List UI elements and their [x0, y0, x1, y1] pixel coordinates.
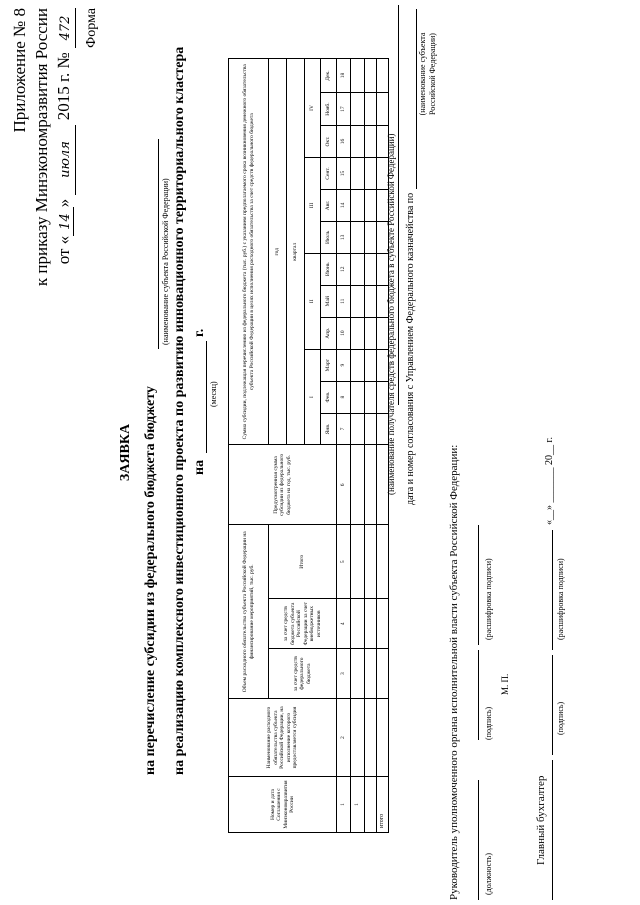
month-nov: Нояб. — [321, 93, 337, 126]
header-total: Итого — [269, 525, 337, 599]
form-label: Форма — [84, 8, 99, 48]
appendix-date-line: от «14» июля 2015 г. № 472 — [54, 8, 76, 264]
recipient-line — [398, 5, 399, 405]
appendix-number: Приложение № 8 — [10, 8, 29, 133]
month-oct: Окт. — [321, 126, 337, 158]
signature-date-line: «__» _______ 20__ г. — [544, 437, 555, 525]
agreement-line — [416, 9, 417, 189]
header-agreement: Номер и дата Соглашения с Минэкономразвития России — [229, 777, 337, 833]
chief-accountant-decode-caption: (расшифровка подписи) — [556, 558, 565, 640]
chief-accountant-line — [552, 760, 553, 900]
document-title: ЗАЯВКА — [118, 423, 133, 482]
chief-accountant-decode-line — [552, 530, 553, 650]
header-federal-funds: за счет средств федерального бюджета — [269, 649, 337, 699]
month-jan: Янв. — [321, 413, 337, 445]
month-caption: (месяц) — [209, 381, 218, 407]
decode-caption: (расшифровка подписи) — [484, 558, 493, 640]
column-numbers-row: 1 2 3 4 5 6 7 8 9 10 11 12 13 14 15 16 17 18 — [337, 59, 351, 833]
month-jun: Июнь — [321, 253, 337, 285]
chief-accountant-signature-line — [552, 655, 553, 755]
month-feb: Фев. — [321, 381, 337, 413]
chief-accountant-signature-caption: (подпись) — [556, 701, 565, 735]
appendix-day-handwritten: 14 — [58, 207, 74, 236]
title-line-3-prefix: на — [192, 459, 207, 475]
signature-caption: (подпись) — [484, 706, 493, 740]
position-caption: (должность) — [484, 853, 493, 895]
month-apr: Апр. — [321, 317, 337, 349]
chief-accountant-label: Главный бухгалтер — [535, 775, 547, 865]
quarter-2: II — [305, 253, 321, 349]
header-subsidy-schedule: Сумма субсидии, подлежащая перечислению из федерального бюджета (тыс. руб.) с указанием предполагаемого срока возникновения денежного обязательства субъекта Российской Федерации в целях исполнения расходного обязательства за счет средств федерального бюджета — [229, 59, 269, 445]
agreement-text: дата и номер согласования с Управлением Федерального казначейства по — [405, 192, 416, 505]
total-label: итого — [377, 777, 389, 833]
signature-line — [478, 650, 479, 740]
stamp-label: М. П. — [500, 673, 510, 695]
appendix-number-handwritten: 472 — [56, 8, 76, 48]
table-row — [351, 59, 365, 833]
appendix-month-handwritten: июля — [56, 125, 76, 195]
header-regional-funds: за счет средств бюджета субъекта Российской Федерации за счет внебюджетных источников — [269, 599, 337, 649]
month-line — [206, 341, 207, 453]
quarter-3: III — [305, 157, 321, 253]
month-sep: Сент. — [321, 157, 337, 189]
position-line — [478, 780, 479, 900]
month-dec: Дек. — [321, 59, 337, 93]
recipient-caption: (наименование получателя средств федерального бюджета в субъекте Российской Федерации) — [386, 133, 396, 495]
quarter-1: I — [305, 349, 321, 445]
title-line-3-suffix: г. — [192, 328, 207, 337]
quarter-4: IV — [305, 59, 321, 158]
month-aug: Авг. — [321, 189, 337, 221]
month-jul: Июль — [321, 221, 337, 253]
title-line-2: на реализацию комплексного инвестиционного проекта по развитию инновационного территориального кластера — [172, 46, 187, 775]
header-obligation-name: Наименование расходного обязательства субъекта Российской Федерации, на исполнение которого предоставляется субсидия — [229, 699, 337, 777]
subject-name-line — [158, 139, 159, 349]
header-planned-subsidy: Предусмотренная сумма субсидии из федерального бюджета на год, тыс. руб. — [229, 445, 337, 525]
header-obligation-volume: Объем расходного обязательства субъекта Российской Федерации на финансирование мероприятий, тыс. руб. — [229, 525, 269, 699]
head-of-authority-label: Руководитель уполномоченного органа исполнительной власти субъекта Российской Федерации: — [448, 444, 460, 900]
table-row — [365, 59, 377, 833]
subject-name-caption: (наименование субъекта Российской Федерации) — [161, 178, 170, 345]
header-year: год — [269, 59, 287, 445]
header-quarter: квартал — [287, 59, 305, 445]
month-may: Май — [321, 285, 337, 317]
agreement-caption: (наименование субъекта Российской Федерации) — [418, 32, 437, 116]
row-1-number: 1 — [351, 777, 365, 833]
decode-line — [478, 525, 479, 645]
title-line-1: на перечисление субсидии из федерального бюджета бюджету — [143, 386, 158, 775]
subsidy-table — [228, 58, 389, 833]
month-mar: Март — [321, 349, 337, 381]
appendix-order-line: к приказу Минэкономразвития России — [32, 8, 51, 287]
